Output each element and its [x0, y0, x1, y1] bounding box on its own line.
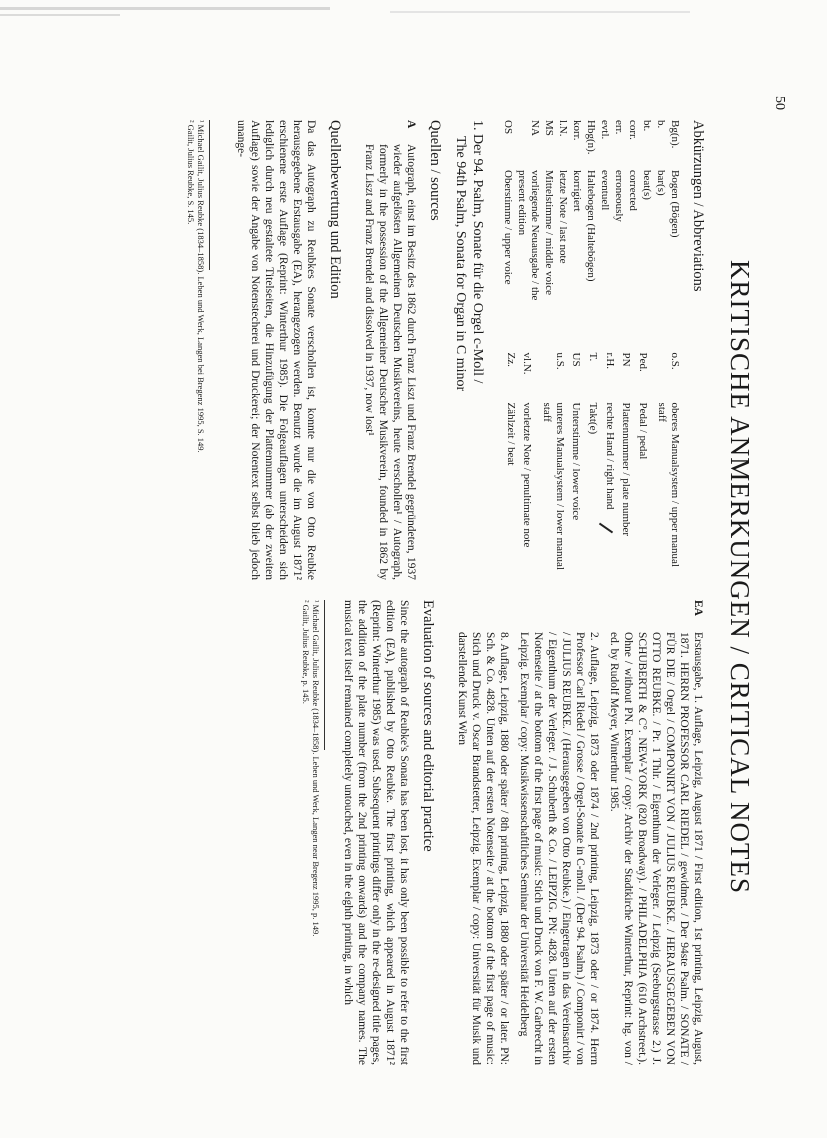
footnote-rule [324, 600, 325, 750]
source-autograph [362, 120, 418, 580]
abbreviation-key: bt. [641, 120, 653, 132]
abbreviation-row [653, 120, 667, 341]
source-siglum: EA [692, 600, 704, 616]
evaluation-text-de: Da das Autograph zu Reubkes Sonate verschollen ist, konnte nur die von Otto Reubke herausgegebene Erstausgabe (EA), herangezogen werden. Benutzt wurde die im August 1871² erschienene erste Auflage (Reprint: Winterthur 1985). Die Folgeauflagen unterscheiden sich lediglich durch neu gestaltete Titelseiten, die Hinzufügung der Plattennummer (ab der zweiten Auflage) sowie der Angabe von Notenstecherei und Druckerei; der Notentext selbst blieb jedoch unange- [235, 120, 317, 580]
abbreviation-meaning: vorletzte Note / penultimate note [521, 402, 534, 548]
footnote-1: ¹ Michael Gailit, Julius Reubke (1834–1858). Leben und Werk, Langen bei Bregenz 1995, S. 149. [196, 120, 206, 453]
first-printing: Erstausgabe, 1. Auflage, Leipzig, August 1871 / First edition, 1st printing, Leipzig, August, 1871. HERRN PROFESSOR CARL RIEDEL / gewidmet. / Der 94ste Psalm. / SONATE / FÜR DIE / Orgel / COMPONIRT VON / JULIUS REUBKE. / HERAUSGEGEBEN VON OTTO REUBKE. / Pr. 1 Thlr. / Eigenthum der Verleger. / Leipzig (Seeburgstrasse 2.) J. SCHUBERTH & C°. NEW-YORK (820 Broadway). / PHILADELPHIA (610 Archstreet.). Ohne / without PN. Exemplar / copy: Archiv der Stadtkirche Winterthur, Reprint: hg. von / ed. by Rudolf Meyer, Winterthur 1985. [608, 632, 704, 1065]
sources-heading: Quellen / sources [427, 120, 443, 221]
abbreviation-row [583, 120, 597, 341]
abbreviation-row [632, 353, 649, 580]
abbreviation-key: OS [502, 120, 514, 135]
abbreviation-meaning: erroneously [613, 170, 625, 222]
page-title: KRITISCHE ANMERKUNGEN / CRITICAL NOTES [725, 260, 755, 894]
abbreviation-meaning: Mittelstimme / middle voice [543, 170, 555, 295]
footnote-rule [209, 120, 210, 270]
abbreviation-row [599, 353, 616, 580]
abbreviation-row [616, 353, 633, 580]
abbreviation-row [597, 120, 611, 341]
abbreviation-meaning: Plattennummer / plate number [620, 402, 633, 537]
abbreviation-row [566, 353, 583, 580]
left-column [186, 120, 705, 580]
abbreviation-key: u.S. [553, 352, 566, 370]
abbreviation-key: b. [655, 120, 667, 129]
abbreviation-row [611, 120, 625, 341]
abbreviation-key: err. [613, 120, 625, 135]
abbreviations-heading: Abkürzungen / Abbreviations [690, 120, 706, 292]
abbreviation-row [625, 120, 639, 341]
work-title-german: 1. Der 94. Psalm, Sonate für die Orgel c-Moll / [470, 120, 485, 384]
abbreviation-key: o.S. [669, 352, 681, 370]
abbreviation-meaning: korrigiert [571, 170, 583, 212]
source-text: Autograph, einst im Besitz des 1862 durch Franz Liszt und Franz Brendel gegründeten, 1937 wieder aufgelösten Allgemeinen Deutschen Musikvereins, heute verschollen¹ / Autograph, formerly in the possession of the Allgemeiner Deutscher Musikverein, founded in 1862 by Franz Liszt and Franz Brendel and dissolved in 1937, now lost¹ [363, 144, 417, 580]
abbreviation-row [541, 120, 555, 341]
eighth-printing: 8. Auflage, Leipzig, 1880 oder später / 8th printing, Leipzig, 1880 oder später / or later. PN: Sch. & Co. 4828. Unten auf der ersten Notenseite / at the bottom of the first page of music: Stich und Druck v. Oscar Brandstetter, Leipzig. Exemplar / copy: Universität für Musik und darstellende Kunst Wien [456, 632, 510, 1065]
abbreviation-key: vl.N. [521, 352, 534, 375]
abbreviation-key: l.N. [557, 120, 569, 137]
abbreviation-key: NA [529, 120, 541, 136]
footnote-2: ² Gailit, Julius Reubke, p. 145. [301, 600, 311, 704]
evaluation-text-en: Since the autograph of Reubke's Sonata has been lost, it has only been possible to refer to the first edition (EA), published by Otto Reubke. The first printing, which appeared in August 1871² (Reprint: Winterthur 1985) was used. Subsequent printings differ only in the re-designed title pages, the addition of the plate number (from the 2nd printing onwards) and the company names. The musical text itself remained completely untouched, even in the eighth printing, in which [342, 600, 410, 1065]
abbreviation-row [517, 353, 534, 580]
abbreviation-row [555, 120, 569, 341]
abbreviation-meaning: Bogen (Bögen) [669, 170, 681, 238]
source-siglum: A [405, 120, 417, 129]
abbreviation-meaning: Oberstimme / upper voice [502, 170, 514, 285]
abbreviation-meaning: corrected [627, 170, 639, 211]
abbreviation-key: US [570, 352, 583, 367]
footnote-2: ² Gailit, Julius Reubke, S. 145. [186, 120, 196, 225]
abbreviation-row [582, 353, 599, 580]
work-title [452, 120, 486, 580]
abbreviation-meaning: Zählzeit / beat [504, 402, 517, 466]
abbreviation-key: corr. [627, 120, 639, 140]
abbreviations-table-2 [500, 353, 681, 580]
abbreviation-meaning: beat(s) [641, 170, 653, 200]
abbreviations-list [500, 120, 681, 580]
abbreviation-key: korr. [571, 120, 583, 141]
abbreviation-row [569, 120, 583, 341]
evaluation-heading-de: Quellenbewertung und Edition [327, 120, 343, 299]
source-first-edition [449, 600, 705, 1065]
abbreviation-key: T. [586, 352, 599, 362]
abbreviation-row [514, 120, 541, 341]
abbreviation-meaning: oberes Manualsystem / upper manual staff [656, 402, 681, 567]
abbreviation-key: r.H. [603, 352, 616, 370]
source-text [449, 632, 705, 1065]
right-column [301, 600, 705, 1065]
abbreviation-meaning: Unterstimme / lower voice [570, 402, 583, 521]
footnote-1: ¹ Michael Gailit, Julius Reubke (1834–1858). Leben und Werk, Langen near Bregenz 1995, p. 149. [311, 600, 321, 937]
abbreviation-row [639, 120, 653, 341]
abbreviation-meaning: Haltebogen (Haltebögen) [585, 170, 597, 282]
abbreviation-key: Zz. [504, 352, 517, 367]
abbreviation-row [500, 120, 514, 341]
abbreviation-key: Ped. [636, 352, 649, 372]
abbreviation-row [533, 353, 565, 580]
abbreviation-meaning: rechte Hand / right hand [603, 402, 616, 510]
abbreviation-key: Bg(n). [669, 120, 681, 149]
abbreviation-meaning: vorliegende Neuausgabe / the present edition [516, 170, 541, 301]
abbreviation-key: PN [620, 352, 633, 367]
second-printing: 2. Auflage, Leipzig, 1873 oder 1874 / 2nd printing, Leipzig, 1873 oder / or 1874. Herrn Professor Carl Riedel / Grosse / Orgel-Sonate in C-moll. / (Der 94. Psalm.) / Componirt / von / JULIUS REUBKE. / (Herausgegeben von Otto Reubke.) / Eingetragen in das Vereinsarchiv / Eigenthum der Verleger. / J. Schuberth & Co. / LEIPZIG. PN: 4828. Unten auf der ersten Notenseite / at the bottom of the first page of music: Stich und Druck von F. W. Garbrecht in Leipzig. Exemplar / copy: Musikwissenschaftliches Seminar der Universität Heidelberg [518, 632, 600, 1065]
work-title-english: The 94th Psalm, Sonata for Organ in C minor [453, 136, 468, 392]
abbreviation-meaning: unteres Manualsystem / lower manual staff [540, 402, 566, 570]
abbreviation-meaning: Takt(e) [586, 402, 599, 435]
abbreviation-row [500, 353, 517, 580]
abbreviation-meaning: bar(s) [655, 170, 667, 196]
abbreviation-key: evtl. [599, 120, 611, 140]
abbreviation-row [649, 353, 681, 580]
abbreviation-row [667, 120, 681, 341]
abbreviation-meaning: eventuell [599, 170, 611, 211]
page-number: 50 [772, 96, 787, 110]
evaluation-heading-en: Evaluation of sources and editorial practice [420, 600, 436, 852]
abbreviations-table-1 [500, 120, 681, 341]
abbreviation-meaning: Pedal / pedal [636, 402, 649, 460]
abbreviation-meaning: letzte Note / last note [557, 170, 569, 264]
abbreviation-key: MS [543, 120, 555, 136]
abbreviation-key: Hbg(n). [585, 120, 597, 155]
